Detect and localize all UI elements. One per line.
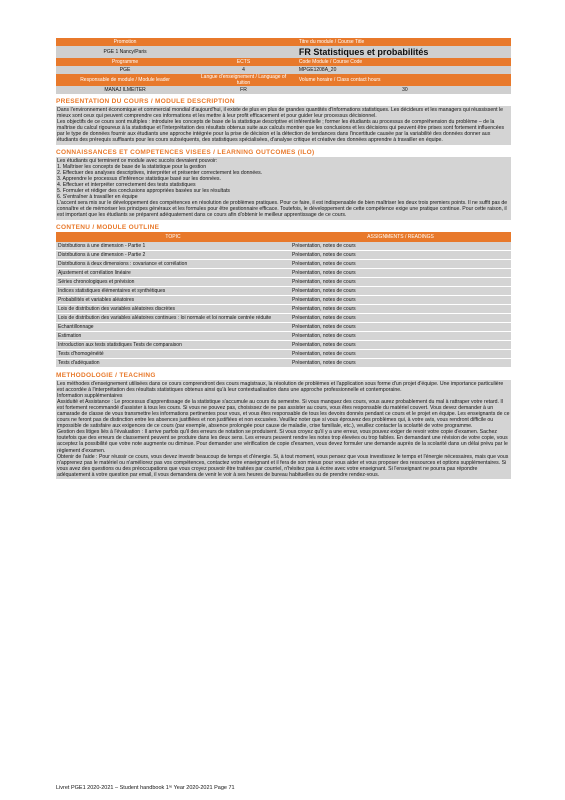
contenu-title: CONTENU / MODULE OUTLINE xyxy=(56,223,160,231)
presentation-paragraph: Les objectifs de ce cours sont multiples : introduire les concepts de base de la statistique descriptive et inférentielle ; former les étudiants au processus de compréhension du problème – de la maîtrise du calcul rigoureux à la statistique et l'interprétation des résultats obtenus suite aux calculs montrer que les conclusions et les décisions qui peuvent être prises sont fortement influencées par le type de données fournir aux étudiants une approche intégrée pour la prise de décision et la détection de tendances dans l'incertitude causée par la variabilité des données donner aux étudiants des prérequis suffisants pour les cours subséquents, des statistiques spécialisées, d'analyse critique et créative des données apprendre à travailler en équipe. xyxy=(57,119,505,144)
competence-item: 3. Apprendre le processus d'inférence statistique basé sur les données. xyxy=(57,175,221,182)
topic-cell: Introduction aux tests statistiques Tests de comparaison xyxy=(56,340,290,349)
table-row xyxy=(56,268,511,277)
programme-label: Programme xyxy=(112,59,139,65)
header-row-labels-2 xyxy=(56,58,511,66)
course-title: FR Statistiques et probabilités xyxy=(298,47,429,57)
page-footer: Livret PGE1 2020-2021 – Student handbook 1ʳᵉ Year 2020-2021 Page 71 xyxy=(56,785,235,791)
assignments-header: ASSIGNMENTS / READINGS xyxy=(290,232,511,242)
assign-cell: Présentation, notes de cours xyxy=(290,268,511,277)
topic-cell: Distributions à une dimension - Partie 2 xyxy=(56,250,290,259)
assign-cell: Présentation, notes de cours xyxy=(290,259,511,268)
assign-cell: Présentation, notes de cours xyxy=(290,313,511,322)
competences-closing: L'accent sera mis sur le développement des compétences en résolution de problèmes pratiques. Pour ce faire, il est indispensable de bien maîtriser les deux trois premiers points. Il ne suffit pas de connaître et de mémoriser les principes généraux et les formules pour être gestionnaire efficace. Toutefois, le développement de cette compétence exige une pratique continue. Pour cette raison, il est important que les étudiants se préparent adéquatement dans ce cours afin d'obtenir le meilleur apprentissage de ce cours. xyxy=(57,200,508,219)
responsable-label: Responsable de module / Module leader xyxy=(80,77,170,83)
assign-cell: Présentation, notes de cours xyxy=(290,340,511,349)
assign-cell: Présentation, notes de cours xyxy=(290,295,511,304)
topic-header: TOPIC xyxy=(56,232,290,242)
header-row-labels-3 xyxy=(56,74,511,86)
responsable-value: MANAJ ILMEITER xyxy=(104,87,146,93)
methodologie-paragraph: Information supplémentaires xyxy=(57,392,123,399)
promotion-value: PGE 1 Nancy/Paris xyxy=(103,49,147,55)
competences-intro: Les étudiants qui terminent ce module avec succès devraient pouvoir: xyxy=(57,157,218,164)
code-value: MPGE1208A_20 xyxy=(298,67,337,73)
competence-item: 4. Effectuer et interpréter correctement des tests statistiques xyxy=(57,181,196,188)
table-row xyxy=(56,304,511,313)
table-row xyxy=(56,331,511,340)
assign-cell: Présentation, notes de cours xyxy=(290,286,511,295)
table-row xyxy=(56,358,511,367)
title-label: Titre du module / Course Title xyxy=(298,39,365,45)
methodologie-paragraph: Assiduité et Assistance : Le processus d'apprentissage de la statistique s'accumule au cours du semestre. Si vous manquez des cours, vous aurez probablement du mal à rattraper votre retard. Il est fortement recommandé d'assister à tous les cours. Si vous ne pouvez pas, choisissez de ne pas assister au cours, vous êtes responsable du matériel couvert. Vous devez demander à un camarade de classe de vous transmettre les informations pertinentes pour vous, et vous êtes responsable de tous les devoirs donnés pendant ce cours et le projet en équipe. Les enseignants de ce cours ne feront pas de distinction entre les absences justifiées et non justifiées et non excusées. Veuillez noter que si vous éprouvez des problèmes qui, à votre avis, vous rendront difficile ou impossible de satisfaire aux exigences de ce cours (par exemple, absence prolongée pour cause de maladie, crise familiale, etc.), veuillez contacter la scolarité de votre programme. xyxy=(57,398,510,430)
course-sheet xyxy=(56,38,511,479)
methodologie-paragraph: Obtenir de l'aide : Pour réussir ce cours, vous devez investir beaucoup de temps et d'énergie. Si, à tout moment, vous pensez que vous investissez le temps et l'énergie nécessaires, mais que vous n'apprenez pas le matériel ou n'améliorez pas vos compétences, contactez votre enseignant et il fera de son mieux pour vous aider et vous proposer des ressources et options supplémentaires. Si vous avez des questions ou des préoccupations que vous croyez pouvoir être traitées par courriel, n'hésitez pas à écrire avec votre enseignant. Si l'enseignant ne pourra pas répondre adéquatement à votre question par email, il vous demandera de venir le voir à ses heures de bureau habituelles ou de prendre rendez-vous. xyxy=(57,453,509,478)
competence-item: 6. S'entraîner à travailler en équipe xyxy=(57,194,138,201)
methodologie-title: METHODOLOGIE / TEACHING xyxy=(56,371,156,379)
topic-cell: Tests d'homogénéité xyxy=(56,349,290,358)
volume-value: 30 xyxy=(402,87,408,93)
code-label: Code Module / Course Code xyxy=(298,59,363,65)
topic-cell: Echantillonnage xyxy=(56,322,290,331)
topic-cell: Distributions à deux dimensions : covariance et corrélation xyxy=(56,259,290,268)
table-row xyxy=(56,349,511,358)
table-row xyxy=(56,250,511,259)
promotion-label: Promotion xyxy=(113,39,137,45)
presentation-title: PRESENTATION DU COURS / MODULE DESCRIPTION xyxy=(56,98,235,105)
header-row-values-2 xyxy=(56,66,511,74)
table-row xyxy=(56,259,511,268)
langue-value: FR xyxy=(240,87,247,93)
topic-cell: Distributions à une dimension - Partie 1 xyxy=(56,242,290,251)
topic-cell: Séries chronologiques et prévision xyxy=(56,277,290,286)
presentation-body xyxy=(56,106,511,145)
table-row xyxy=(56,322,511,331)
ects-value: 4 xyxy=(242,67,245,73)
header-row-values-3 xyxy=(56,86,511,94)
assign-cell: Présentation, notes de cours xyxy=(290,304,511,313)
table-row xyxy=(56,286,511,295)
header-row-labels-1 xyxy=(56,38,511,46)
programme-value: PGE xyxy=(119,67,131,73)
topics-table xyxy=(56,232,511,368)
topic-cell: Estimation xyxy=(56,331,290,340)
assign-cell: Présentation, notes de cours xyxy=(290,349,511,358)
langue-label: Langue d'enseignement / Language of tuition xyxy=(200,74,287,86)
table-row xyxy=(56,242,511,251)
topic-cell: Lois de distribution des variables aléatoires continues : loi normale et loi normale centrée réduite xyxy=(56,313,290,322)
assign-cell: Présentation, notes de cours xyxy=(290,277,511,286)
table-row xyxy=(56,277,511,286)
competence-item: 2. Effectuer des analyses descriptives, interpréter et présenter correctement les données. xyxy=(57,169,263,176)
assign-cell: Présentation, notes de cours xyxy=(290,322,511,331)
assign-cell: Présentation, notes de cours xyxy=(290,242,511,251)
competences-title: CONNAISSANCES ET COMPETENCES VISEES / LEARNING OUTCOMES (ILO) xyxy=(56,148,315,156)
competences-body xyxy=(56,157,511,220)
table-row xyxy=(56,340,511,349)
competence-item: 1. Maîtriser les concepts de base de la statistique pour la gestion xyxy=(57,163,207,170)
presentation-paragraph: Dans l'environnement économique et commercial mondial d'aujourd'hui, il existe de plus en plus de grandes quantités d'informations statistiques. Les décideurs et les managers qui réussissent le mieux sont ceux qui peuvent comprendre ces informations et les mettre à leur profit efficacement et pour guider leur processus décisionnel. xyxy=(57,107,504,120)
competence-item: 5. Formuler et rédiger des conclusions appropriées basées sur les résultats xyxy=(57,188,231,195)
table-row xyxy=(56,295,511,304)
header-row-values-1 xyxy=(56,46,511,58)
assign-cell: Présentation, notes de cours xyxy=(290,331,511,340)
topic-cell: Probabilités et variables aléatoires xyxy=(56,295,290,304)
methodologie-paragraph: Les méthodes d'enseignement utilisées dans ce cours comprendront des cours magistraux, la résolution de problèmes et l'application sous forme d'un projet d'équipe. Une importance particulière est accordée à l'interprétation des résultats statistiques obtenus ainsi qu'à leur contextualisation dans une approche professionnelle et contemporaine. xyxy=(57,380,504,393)
methodologie-body xyxy=(56,380,511,480)
volume-label: Volume horaire / Class contact hours xyxy=(298,77,381,83)
methodologie-paragraph: Gestion des litiges liés à l'évaluation : Il arrive parfois qu'il des erreurs de notation se produisent. Si vous croyez qu'il y a une erreur, vous pouvez exiger de revoir votre copie d'examen. Sachez toutefois que des erreurs de classement peuvent se produire dans les deux sens. Les erreurs peuvent rendre les notes trop élevées ou trop faibles. En demandant une révision de votre copie, vous acceptez la possibilité que votre note augmente ou diminue. Pour demander une vérification de copie d'examen, vous devez formuler une demande auprès de la scolarité dans un délai prévu par le règlement d'examen. xyxy=(57,429,508,454)
topic-cell: Indices statistiques élémentaires et synthétiques xyxy=(56,286,290,295)
assign-cell: Présentation, notes de cours xyxy=(290,250,511,259)
topic-cell: Tests d'adéquation xyxy=(56,358,290,367)
topic-cell: Lois de distribution des variables aléatoires discrètes xyxy=(56,304,290,313)
topic-cell: Ajustement et corrélation linéaire xyxy=(56,268,290,277)
table-row xyxy=(56,313,511,322)
ects-label: ECTS xyxy=(236,59,251,65)
assign-cell: Présentation, notes de cours xyxy=(290,358,511,367)
